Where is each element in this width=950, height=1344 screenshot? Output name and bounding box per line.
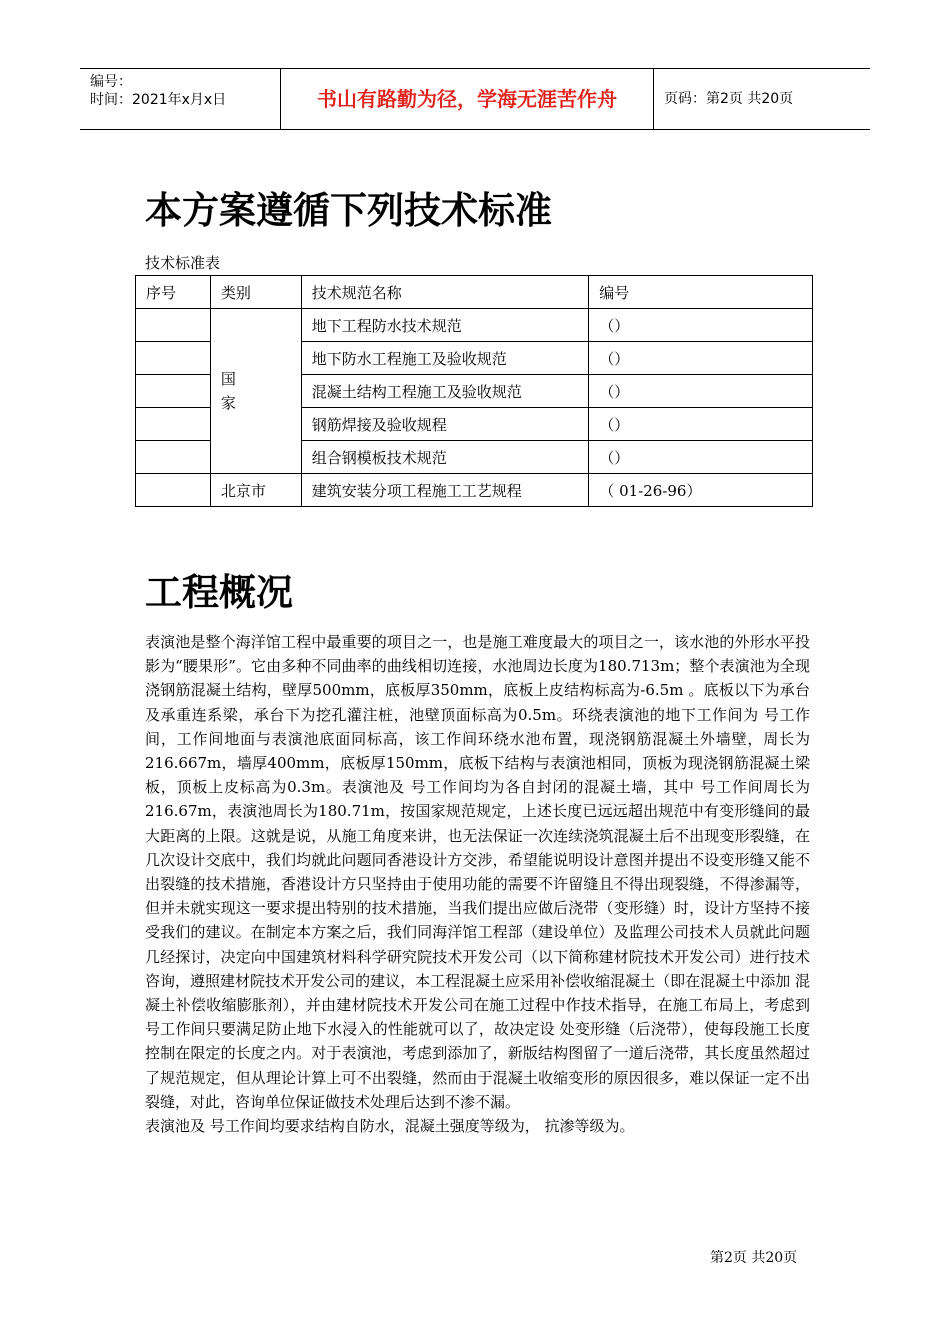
category-cell-national (210, 309, 301, 474)
index-cell (136, 441, 211, 474)
section-title-standards: 本方案遵循下列技术标准 (145, 189, 552, 232)
category-national-label: 国 家 (220, 370, 236, 412)
doc-time-label: 时间：2021年x月x日 (90, 92, 227, 108)
standard-code-cell: （） (589, 309, 813, 342)
header-cell-index: 序号 (136, 276, 211, 309)
index-cell (136, 375, 211, 408)
table-header-row (136, 276, 813, 309)
header-meta (80, 69, 281, 129)
table-row (136, 309, 813, 342)
standard-code-cell: （） (589, 408, 813, 441)
header-cell-category: 类别 (210, 276, 301, 309)
table-caption: 技术标准表 (145, 254, 221, 272)
standard-code-cell: （） (589, 441, 813, 474)
page-footer: 第2页 共20页 (710, 1250, 798, 1266)
standard-code-cell: （ 01-26-96） (589, 474, 813, 507)
page-header (80, 68, 870, 130)
index-cell (136, 309, 211, 342)
header-page-info: 页码：第2页 共20页 (664, 91, 794, 107)
standards-table (135, 275, 813, 507)
index-cell (136, 342, 211, 375)
category-cell-beijing: 北京市 (210, 474, 301, 507)
standard-name-cell: 钢筋焊接及验收规程 (301, 408, 589, 441)
header-cell-code: 编号 (589, 276, 813, 309)
doc-number-label: 编号： (90, 74, 132, 90)
standard-code-cell: （） (589, 375, 813, 408)
index-cell (136, 408, 211, 441)
header-motto: 书山有路勤为径，学海无涯苦作舟 (281, 69, 654, 129)
standard-name-cell: 混凝土结构工程施工及验收规范 (301, 375, 589, 408)
table-row (136, 474, 813, 507)
overview-paragraph: 表演池是整个海洋馆工程中最重要的项目之一，也是施工难度最大的项目之一，该水池的外形水平投影为“腰果形”。它由多种不同曲率的曲线相切连接，水池周边长度为180.713m；整个表演池为全现浇钢筋混凝土结构，壁厚500mm，底板厚350mm，底板上皮结构标高为-6.5m 。底板以下为承台及承重连系梁，承台下为挖孔灌注桩，池壁顶面标高为0.5m。环绕表演池的地下工作间为 号工作间，工作间地面与表演池底面同标高，该工作间环绕水池布置，现浇钢筋混凝土外墙壁，周长为216.667m，墙厚400mm，底板厚150mm，底板下结构与表演池相同，顶板为现浇钢筋混凝土梁板，顶板上皮标高为0.3m。表演池及 号工作间均为各自封闭的混凝土墙，其中 号工作间周长为216.67m，表演池周长为180.71m，按国家规范规定，上述长度已远远超出规范中有变形缝间的最大距离的上限。这就是说，从施工角度来讲，也无法保证一次连续浇筑混凝土后不出现变形裂缝，在几次设计交底中，我们均就此问题同香港设计方交涉，希望能说明设计意图并提出不设变形缝又能不出裂缝的技术措施，香港设计方只坚持由于使用功能的需要不许留缝且不得出现裂缝，不得渗漏等，但并未就实现这一要求提出特别的技术措施，当我们提出应做后浇带（变形缝）时，设计方坚持不接受我们的建议。在制定本方案之后，我们同海洋馆工程部（建设单位）及监理公司技术人员就此问题几经探讨，决定向中国建筑材料科学研究院技术开发公司（以下简称建材院技术开发公司）进行技术咨询，遵照建材院技术开发公司的建议，本工程混凝土应采用补偿收缩混凝土（即在混凝土中添加 混凝土补偿收缩膨胀剂），并由建材院技术开发公司在施工过程中作技术指导，在施工布局上，考虑到 号工作间只要满足防止地下水浸入的性能就可以了，故决定设 处变形缝（后浇带），使每段施工长度控制在限定的长度之内。对于表演池，考虑到添加了，新版结构图留了一道后浇带，其长度虽然超过了规范规定，但从理论计算上可不出裂缝，然而由于混凝土收缩变形的原因很多，难以保证一定不出裂缝，对此，咨询单位保证做技术处理后达到不渗不漏。 (145, 633, 810, 1111)
overview-body (145, 630, 810, 1138)
standard-code-cell: （） (589, 342, 813, 375)
standard-name-cell: 组合钢模板技术规范 (301, 441, 589, 474)
section-title-overview: 工程概况 (145, 571, 293, 614)
header-cell-name: 技术规范名称 (301, 276, 589, 309)
overview-paragraph: 表演池及 号工作间均要求结构自防水，混凝土强度等级为， 抗渗等级为。 (145, 1117, 635, 1136)
standard-name-cell: 建筑安装分项工程施工工艺规程 (301, 474, 589, 507)
standard-name-cell: 地下防水工程施工及验收规范 (301, 342, 589, 375)
index-cell (136, 474, 211, 507)
standard-name-cell: 地下工程防水技术规范 (301, 309, 589, 342)
